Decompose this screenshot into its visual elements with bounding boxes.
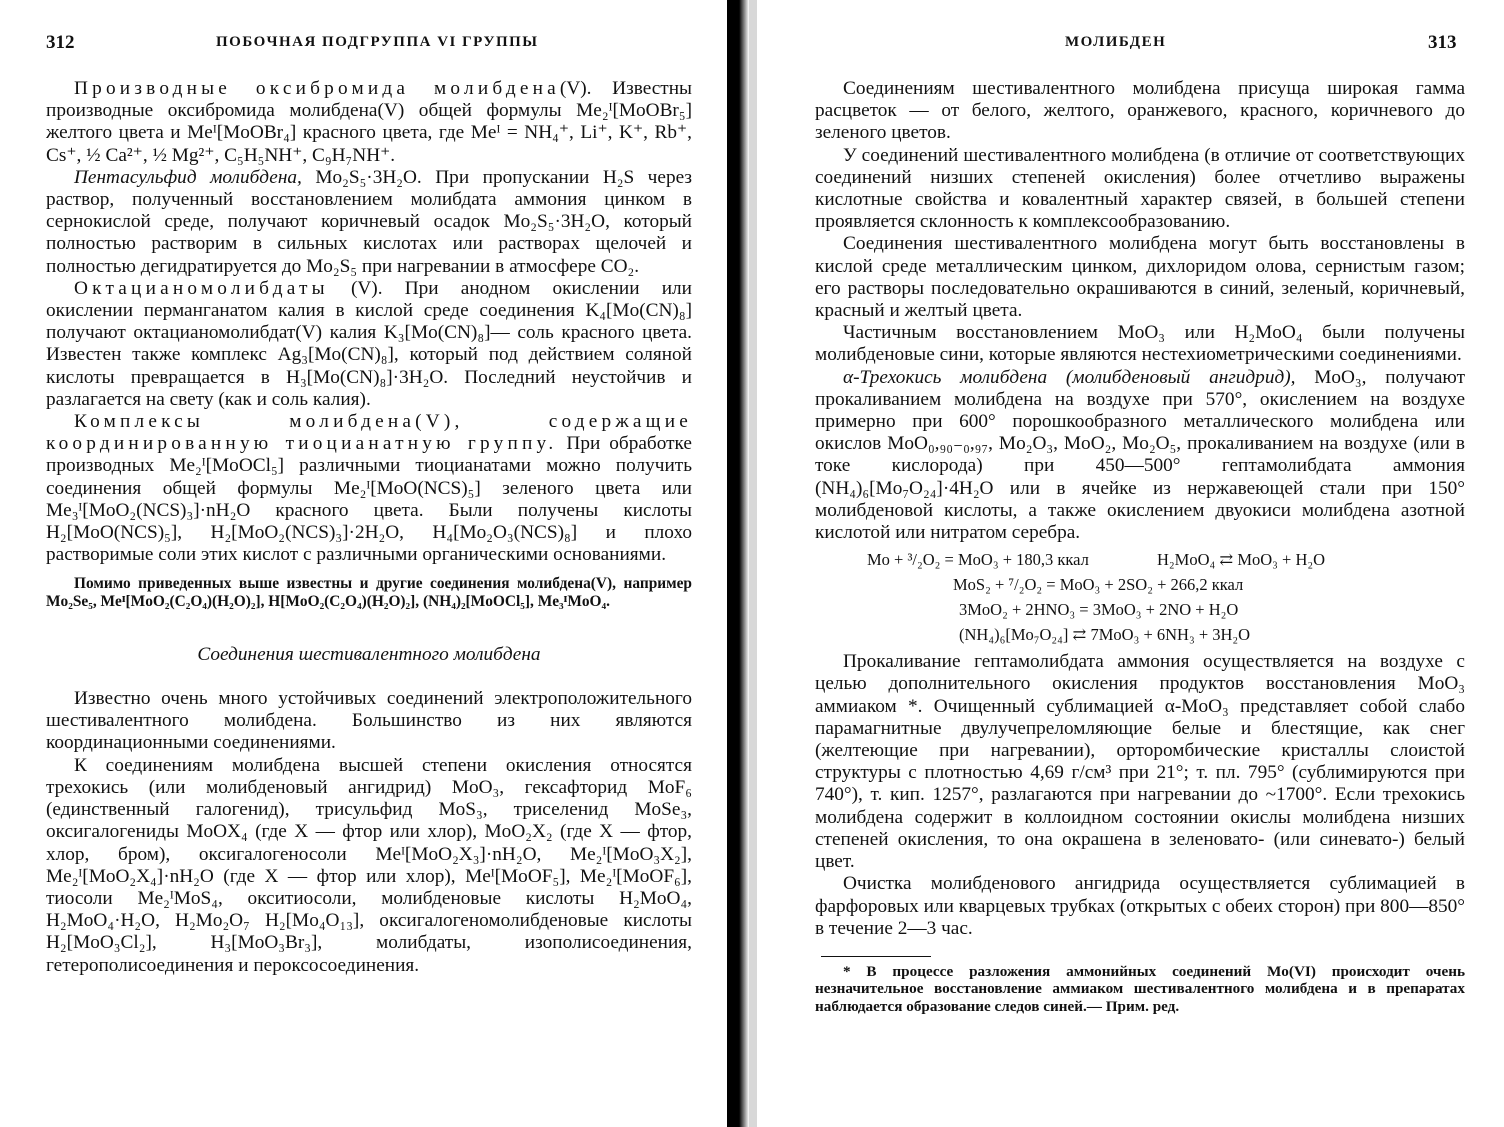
equation-4: (NH₄)₆[Mo₇O₂₄] ⇄ 7MoO₃ + 6NH₃ + 3H₂O	[959, 625, 1251, 645]
running-header-left: ПОБОЧНАЯ ПОДГРУППА VI ГРУППЫ	[216, 34, 539, 50]
equation-1b: H₂MoO₄ ⇄ MoO₃ + H₂O	[1157, 550, 1326, 570]
equation-1a: Mo + ³/₂O₂ = MoO₃ + 180,3 ккал	[867, 550, 1089, 570]
paragraph-purification: Очистка молибденового ангидрида осуществляется сублимацией в фарфоровых или кварцевых трубках (открытых с обеих сторон) при 800—850° в течение 2—3 час.	[815, 873, 1465, 939]
footnote: * В процессе разложения аммонийных соединений Mo(VI) происходит очень незначительное восстановление аммиаком шестивалентного молибдена и в препаратах наблюдается образование следов синей.— Прим. ред.	[815, 962, 1465, 1015]
section-heading: Соединения шестивалентного молибдена	[197, 643, 541, 665]
paragraph-text: При обработке производных Me₂ᴵ[MoOCl₅] различными тиоцианатами можно получить соединения общей формулы Me₂ᴵ[MoO(NCS)₅] зеленого цвета или Me₃ᴵ[MoO₂(NCS)₃]·nH₂O красного цвета. Были получены кислоты H₂[MoO(NCS)₅], H₂[MoO₂(NCS)₃]·2H₂O, H₄[Mo₂O₃(NCS)₈] и плохо растворимые соли этих кислот с различными органическими основаниями.	[46, 433, 692, 566]
left-page	[0, 0, 735, 1127]
paragraph-reduction: Соединения шестивалентного молибдена могут быть восстановлены в кислой среде металлическим цинком, дихлоридом олова, сернистым газом; его растворы последовательно окрашиваются в синий, зеленый, коричневый, красный и желтый цвета.	[815, 233, 1465, 322]
paragraph-intro-hexavalent: Известно очень много устойчивых соединений электроположительного шестивалентного молибдена. Большинство из них являются координационными соединениями.	[46, 688, 692, 754]
equation-3: 3MoO₂ + 2HNO₃ = 3MoO₃ + 2NO + H₂O	[959, 600, 1239, 620]
italic-heading: α-Трехокись молибдена (молибденовый ангидрид),	[843, 366, 1296, 388]
paragraph-pentasulfide	[46, 167, 692, 278]
paragraph-oxybromide	[46, 78, 692, 167]
running-header-right: МОЛИБДЕН	[1065, 34, 1167, 50]
paragraph-text: Mo₂S₅·3H₂O. При пропускании H₂S через раствор, полученный восстановлением молибдата аммония цинком в сернокислой среде, получают коричневый осадок Mo₂S₅·3H₂O, который полностью растворим в сильных кислотах или растворах щелочей и полностью дегидратируется до Mo₂S₅ при нагревании в атмосфере CO₂.	[46, 166, 692, 277]
book-spine-shadow	[727, 0, 749, 1127]
equation-2: MoS₂ + ⁷/₂O₂ = MoO₃ + 2SO₂ + 266,2 ккал	[953, 575, 1244, 595]
spaced-heading: Производные оксибромида молибдена	[74, 78, 560, 99]
equation-row-1	[815, 547, 1465, 572]
small-print-note: Помимо приведенных выше известны и другие соединения молибдена(V), например Mo₂Se₅, Meᴵ[MoO₂(C₂O₄)(H₂O)₂], H[MoO₂(C₂O₄)(H₂O)₂], (NH₄)₂[MoOCl₅], Me₃ᴵMoO₄.	[46, 575, 692, 610]
book-spine-edge	[749, 0, 757, 1127]
page-number-left: 312	[46, 32, 75, 53]
paragraph-text: (V). Известны производные оксибромида молибдена(V) общей формулы Me₂ᴵ[MoOBr₅] желтого цвета и Meᴵ[MoOBr₄] красного цвета, где Meᴵ = NH₄⁺, Li⁺, K⁺, Rb⁺, Cs⁺, ½ Ca²⁺, ½ Mg²⁺, C₅H₅NH⁺, C₉H₇NH⁺.	[46, 78, 692, 166]
page-number-right: 313	[1428, 32, 1457, 53]
italic-heading: Пентасульфид молибдена,	[74, 166, 302, 188]
footnote-rule	[821, 956, 931, 957]
left-text-column	[46, 78, 692, 977]
equations-block	[815, 547, 1465, 647]
paragraph-properties: У соединений шестивалентного молибдена (в отличие от соответствующих соединений низших степеней окисления) более отчетливо выражены кислотные свойства и ковалентный характер связей, в большей степени проявляется склонность к комплексообразованию.	[815, 144, 1465, 233]
paragraph-trioxide	[815, 367, 1465, 545]
paragraph-compounds-list: К соединениям молибдена высшей степени окисления относятся трехокись (или молибденовый ангидрид) MoO₃, гексафторид MoF₆ (единственный галогенид), трисульфид MoS₃, триселенид MoSe₃, оксигалогениды MoOX₄ (где X — фтор или хлор), MoO₂X₂ (где X — фтор, хлор, бром), оксигалогеносоли Meᴵ[MoO₂X₃]·nH₂O, Me₂ᴵ[MoO₃X₂], Me₂ᴵ[MoO₂X₄]·nH₂O (где X — фтор или хлор), Meᴵ[MoOF₅], Me₂ᴵ[MoOF₆], тиосоли Me₂ᴵMoS₄, окситиосоли, молибденовые кислоты H₂MoO₄, H₂MoO₄·H₂O, H₂Mo₂O₇ H₂[Mo₄O₁₃], оксигалогеномолибденовые кислоты H₂[MoO₃Cl₂], H₃[MoO₃Br₃], молибдаты, изополисоединения, гетерополисоединения и пероксосоединения.	[46, 754, 692, 976]
spaced-heading: Октацианомолибдаты	[74, 277, 329, 299]
spaced-heading: Комплексы молибдена(V), содержащие координированную тиоцианатную группу.	[46, 411, 692, 455]
paragraph-text: MoO₃, получают прокаливанием молибдена на воздухе при 570°, окислением на воздухе примерно при 600° порошкообразного металлического молибдена или окислов MoO₀,₉₀₋₀,₉₇, Mo₂O₃, MoO₂, Mo₂O₅, прокаливанием на воздухе (или в токе кислорода) при 450—500° гептамолибдата аммония (NH₄)₆[Mo₇O₂₄]·4H₂O или в ячейке из нержавеющей стали при 150° молибденовой кислоты, а также окислением двуокиси молибдена азотной кислотой или нитратом серебра.	[815, 366, 1465, 544]
paragraph-octacyanomolybdates	[46, 278, 692, 411]
paragraph-molybdenum-blue: Частичным восстановлением MoO₃ или H₂MoO₄ были получены молибденовые сини, которые являются нестехиометрическими соединениями.	[815, 322, 1465, 366]
paragraph-text: (V). При анодном окислении или окислении перманганатом калия в кислой среде соединения K₄[Mo(CN)₈] получают октацианомолибдат(V) калия K₃[Mo(CN)₈]— соль красного цвета. Известен также комплекс Ag₃[Mo(CN)₈], который под действием соляной кислоты превращается в H₃[Mo(CN)₈]·3H₂O. Последний неустойчив и разлагается на свету (как и соль калия).	[46, 277, 692, 410]
paragraph-calcination: Прокаливание гептамолибдата аммония осуществляется на воздухе с целью дополнительного окисления продуктов восстановления MoO₃ аммиаком *. Очищенный сублимацией α-MoO₃ представляет собой слабо парамагнитные двулучепреломляющие белые и блестящие, как снег (желтеющие при нагревании), орторомбические кристаллы слоистой структуры с плотностью 4,69 г/см³ при 21°; т. пл. 795° (сублимируются при 740°), т. кип. 1257°, разлагаются при нагревании до ~1700°. Если трехокись молибдена содержит в коллоидном состоянии окислы молибдена низших степеней окисления, то она окрашена в зеленовато- (или синевато-) белый цвет.	[815, 651, 1465, 873]
paragraph-colors: Соединениям шестивалентного молибдена присуща широкая гамма расцветок — от белого, желтого, оранжевого, красного, коричневого до зеленого цветов.	[815, 78, 1465, 144]
right-text-column	[815, 78, 1465, 1015]
paragraph-thiocyanate-complexes	[46, 411, 692, 566]
right-page	[765, 0, 1504, 1127]
